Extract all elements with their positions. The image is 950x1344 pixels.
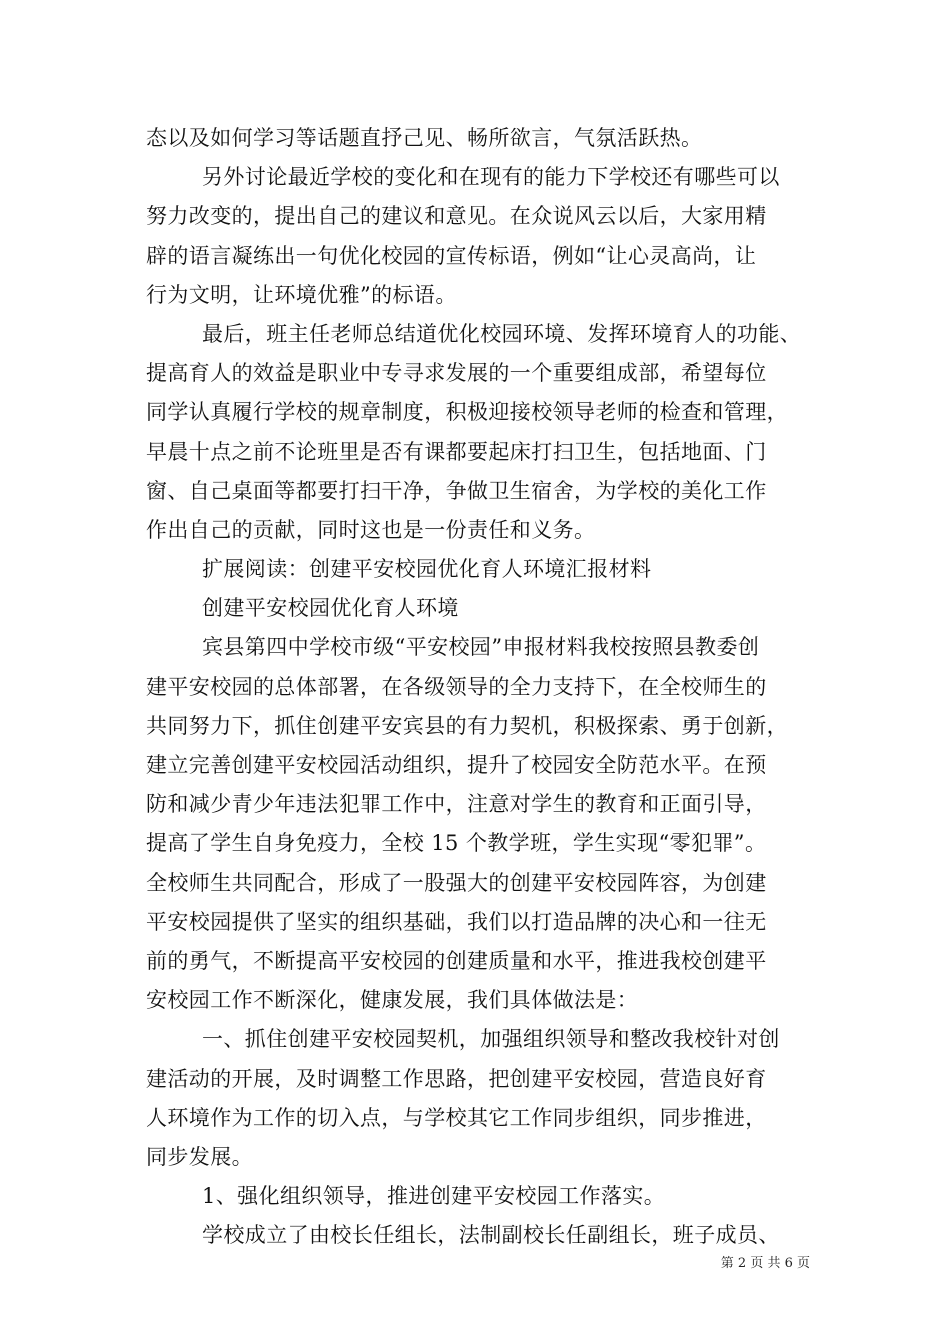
paragraph-line: 同步发展。 <box>146 1144 253 1169</box>
subsection-heading: 1、强化组织领导，推进创建平安校园工作落实。 <box>202 1184 666 1209</box>
paragraph-line: 学校成立了由校长任组长，法制副校长任副组长，班子成员、 <box>202 1223 780 1248</box>
paragraph-line: 建平安校园的总体部署，在各级领导的全力支持下，在全校师生的 <box>146 674 767 699</box>
section-title: 创建平安校园优化育人环境 <box>202 596 459 621</box>
paragraph-line: 宾县第四中学校市级“平安校园”申报材料我校按照县教委创 <box>202 635 760 660</box>
paragraph-line: 安校园工作不断深化，健康发展，我们具体做法是： <box>146 988 639 1013</box>
extended-reading-heading: 扩展阅读：创建平安校园优化育人环境汇报材料 <box>202 557 652 582</box>
paragraph-line: 建活动的开展，及时调整工作思路，把创建平安校园，营造良好育 <box>146 1066 767 1091</box>
paragraph-line: 防和减少青少年违法犯罪工作中，注意对学生的教育和正面引导， <box>146 792 767 817</box>
paragraph-line: 同学认真履行学校的规章制度，积极迎接校领导老师的检查和管理， <box>146 400 788 425</box>
paragraph-line: 提高了学生自身免疫力，全校 15 个教学班，学生实现“零犯罪”。 <box>146 831 767 856</box>
paragraph-line: 提高育人的效益是职业中专寻求发展的一个重要组成部，希望每位 <box>146 361 767 386</box>
paragraph-line: 窗、自己桌面等都要打扫干净，争做卫生宿舍，为学校的美化工作 <box>146 478 767 503</box>
page-number-footer: 第 2 页 共 6 页 <box>720 1256 810 1271</box>
paragraph-line: 前的勇气，不断提高平安校园的创建质量和水平，推进我校创建平 <box>146 948 767 973</box>
paragraph-line: 建立完善创建平安校园活动组织，提升了校园安全防范水平。在预 <box>146 753 767 777</box>
paragraph-line: 最后，班主任老师总结道优化校园环境、发挥环境育人的功能、 <box>202 321 802 346</box>
document-body <box>146 119 810 1255</box>
paragraph-line: 态以及如何学习等话题直抒己见、畅所欲言，气氛活跃热。 <box>146 126 703 150</box>
paragraph-line: 共同努力下，抓住创建平安宾县的有力契机，积极探索、勇于创新， <box>146 713 788 738</box>
paragraph-line: 行为文明，让环境优雅”的标语。 <box>146 282 457 307</box>
paragraph-line: 平安校园提供了坚实的组织基础，我们以打造品牌的决心和一往无 <box>146 909 767 934</box>
paragraph-line: 早晨十点之前不论班里是否有课都要起床打扫卫生，包括地面、门 <box>146 439 767 464</box>
paragraph-line: 努力改变的，提出自己的建议和意见。在众说风云以后，大家用精 <box>146 204 767 229</box>
paragraph-line: 人环境作为工作的切入点，与学校其它工作同步组织，同步推进， <box>146 1105 767 1130</box>
paragraph-line: 作出自己的贡献，同时这也是一份责任和义务。 <box>146 517 596 542</box>
paragraph-line: 全校师生共同配合，形成了一股强大的创建平安校园阵容，为创建 <box>146 870 767 895</box>
paragraph-line: 辟的语言凝练出一句优化校园的宣传标语，例如“让心灵高尚，让 <box>146 243 757 268</box>
paragraph-line: 另外讨论最近学校的变化和在现有的能力下学校还有哪些可以 <box>202 165 780 190</box>
paragraph-line: 一、抓住创建平安校园契机，加强组织领导和整改我校针对创 <box>202 1027 780 1052</box>
